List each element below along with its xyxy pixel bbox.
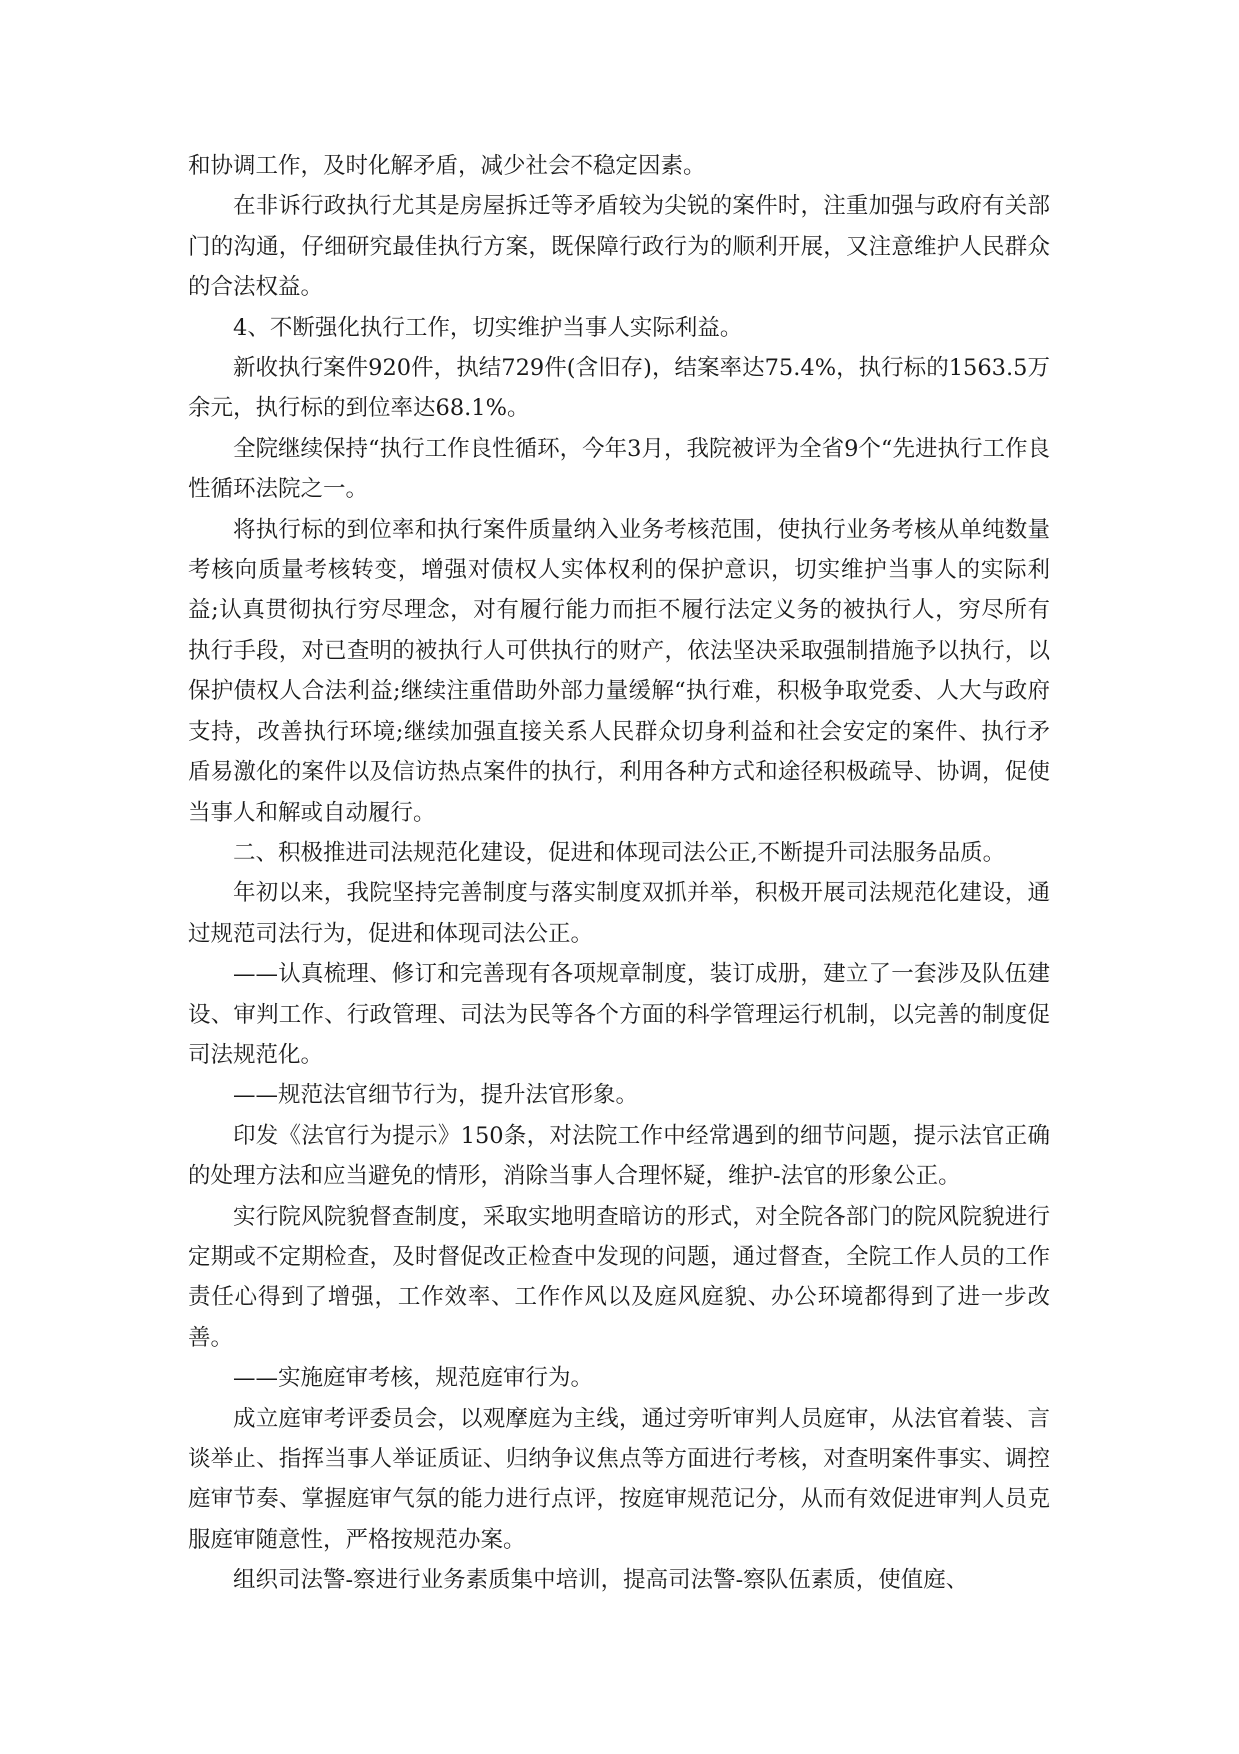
- paragraph: 印发《法官行为提示》150条，对法院工作中经常遇到的细节问题，提示法官正确的处理方法和应当避免的情形，消除当事人合理怀疑，维护-法官的形象公正。: [188, 1122, 1050, 1190]
- paragraph: 将执行标的到位率和执行案件质量纳入业务考核范围，使执行业务考核从单纯数量考核向质量考核转变，增强对债权人实体权利的保护意识，切实维护当事人的实际利益;认真贯彻执行穷尽理念，对有履行能力而拒不履行法定义务的被执行人，穷尽所有执行手段，对已查明的被执行人可供执行的财产，依法坚决采取强制措施予以执行，以保护债权人合法利益;继续注重借助外部力量缓解“执行难，积极争取党委、人大与政府支持，改善执行环境;继续加强直接关系人民群众切身利益和社会安定的案件、执行矛盾易激化的案件以及信访热点案件的执行，利用各种方式和途径积极疏导、协调，促使当事人和解或自动履行。: [188, 516, 1050, 826]
- document-body: [188, 146, 1050, 1601]
- paragraph: ——规范法官细节行为，提升法官形象。: [233, 1082, 639, 1109]
- paragraph: 和协调工作，及时化解矛盾，减少社会不稳定因素。: [188, 153, 706, 179]
- paragraph: 组织司法警-察进行业务素质集中培训，提高司法警-察队伍素质，使值庭、: [233, 1567, 969, 1594]
- paragraph: 二、积极推进司法规范化建设，促进和体现司法公正,不断提升司法服务品质。: [233, 839, 1006, 866]
- paragraph: 全院继续保持“执行工作良性循环，今年3月，我院被评为全省9个“先进执行工作良性循环法院之一。: [188, 435, 1050, 503]
- paragraph: ——认真梳理、修订和完善现有各项规章制度，装订成册，建立了一套涉及队伍建设、审判工作、行政管理、司法为民等各个方面的科学管理运行机制，以完善的制度促司法规范化。: [188, 961, 1050, 1068]
- paragraph: 新收执行案件920件，执结729件(含旧存)，结案率达75.4%，执行标的1563.5万余元，执行标的到位率达68.1%。: [188, 355, 1050, 422]
- paragraph: 成立庭审考评委员会，以观摩庭为主线，通过旁听审判人员庭审，从法官着装、言谈举止、指挥当事人举证质证、归纳争议焦点等方面进行考核，对查明案件事实、调控庭审节奏、掌握庭审气氛的能力进行点评，按庭审规范记分，从而有效促进审判人员克服庭审随意性，严格按规范办案。: [188, 1405, 1050, 1553]
- paragraph: 实行院风院貌督查制度，采取实地明查暗访的形式，对全院各部门的院风院貌进行定期或不定期检查，及时督促改正检查中发现的问题，通过督查，全院工作人员的工作责任心得到了增强，工作效率、工作作风以及庭风庭貌、办公环境都得到了进一步改善。: [188, 1203, 1050, 1351]
- paragraph: 在非诉行政执行尤其是房屋拆迁等矛盾较为尖锐的案件时，注重加强与政府有关部门的沟通，仔细研究最佳执行方案，既保障行政行为的顺利开展，又注意维护人民群众的合法权益。: [188, 193, 1050, 301]
- paragraph: 年初以来，我院坚持完善制度与落实制度双抓并举，积极开展司法规范化建设，通过规范司法行为，促进和体现司法公正。: [188, 880, 1050, 947]
- paragraph: 4、不断强化执行工作，切实维护当事人实际利益。: [233, 314, 743, 341]
- paragraph: ——实施庭审考核，规范庭审行为。: [233, 1365, 594, 1392]
